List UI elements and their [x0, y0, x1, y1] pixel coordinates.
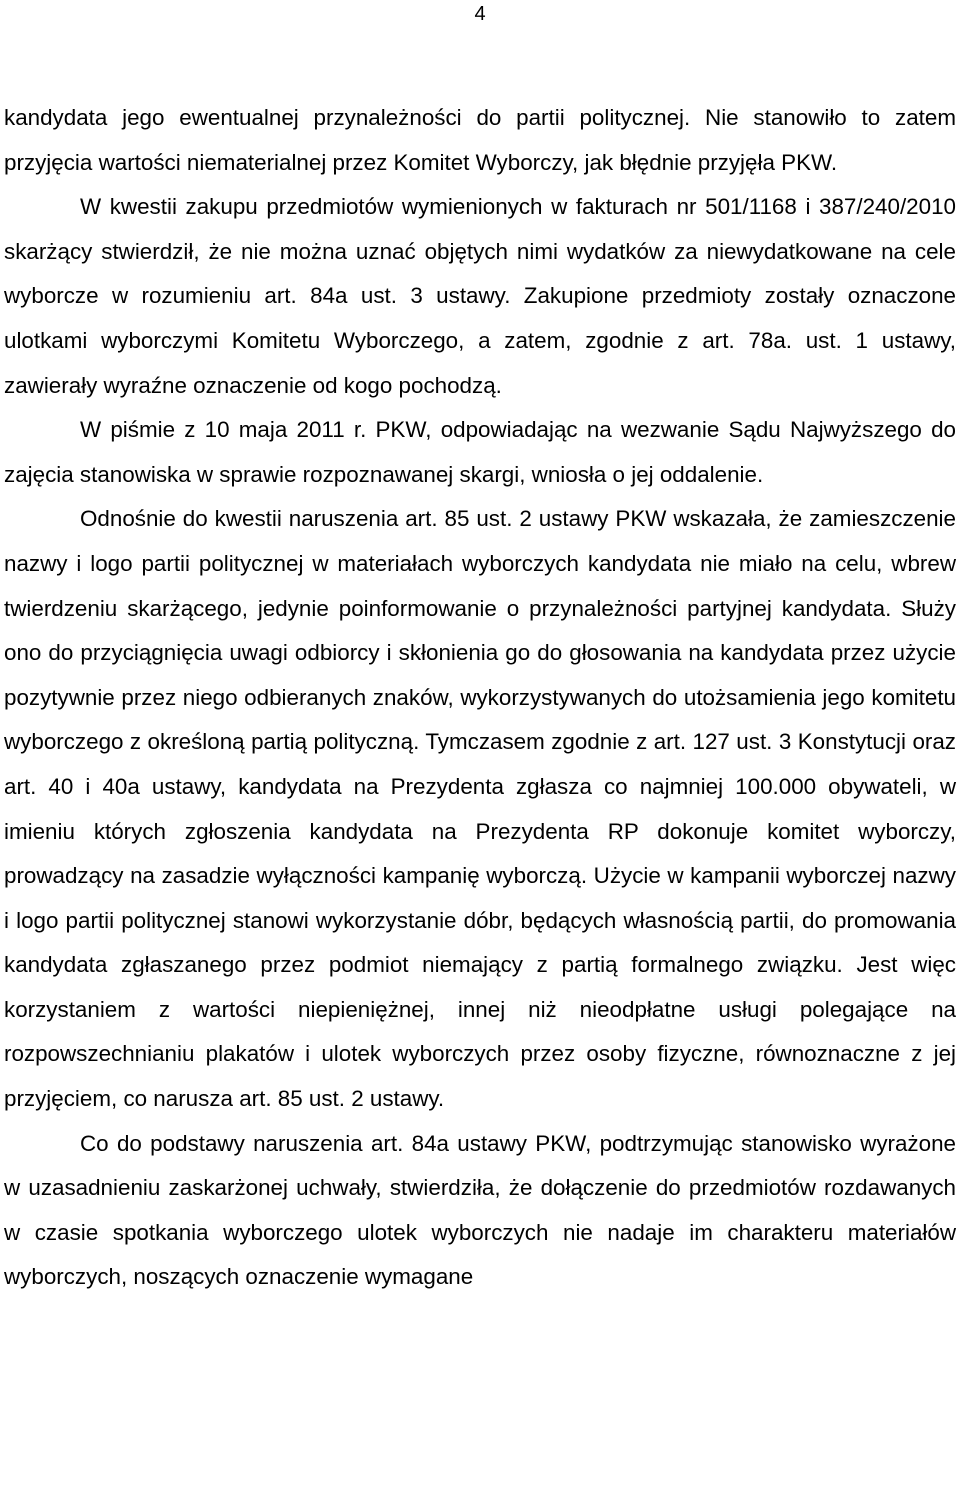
page-number: 4 [474, 3, 486, 25]
paragraph-invoices: W kwestii zakupu przedmiotów wymienionych w fakturach nr 501/1168 i 387/240/2010 skarżący stwierdził, że nie można uznać objętych nimi wydatków za niewydatkowane na cele wyborcze w rozumieniu art. 84a ust. 3 ustawy. Zakupione przedmioty zostały oznaczone ulotkami wyborczymi Komitetu Wyborczego, a zatem, zgodnie z art. 78a. ust. 1 ustawy, zawierały wyraźne oznaczenie od kogo pochodzą. [4, 194, 956, 398]
paragraph-art-84a: Co do podstawy naruszenia art. 84a ustawy PKW, podtrzymując stanowisko wyrażone w uzasadnieniu zaskarżonej uchwały, stwierdziła, że dołączenie do przedmiotów rozdawanych w czasie spotkania wyborczego ulotek wyborczych nie nadaje im charakteru materiałów wyborczych, noszących oznaczenie wymagane [4, 1130, 956, 1290]
paragraph-art-85: Odnośnie do kwestii naruszenia art. 85 ust. 2 ustawy PKW wskazała, że zamieszczenie nazwy i logo partii politycznej w materiałach wyborczych kandydata nie miało na celu, wbrew twierdzeniu skarżącego, jedynie poinformowanie o przynależności partyjnej kandydata. Służy ono do przyciągnięcia uwagi odbiorcy i skłonienia go do głosowania na kandydata przez użycie pozytywnie przez niego odbieranych znaków, wykorzystywanych do utożsamienia jego komitetu wyborczego z określoną partią polityczną. Tymczasem zgodnie z art. 127 ust. 3 Konstytucji oraz art. 40 i 40a ustawy, kandydata na Prezydenta zgłasza co najmniej 100.000 obywateli, w imieniu których zgłoszenia kandydata na Prezydenta RP dokonuje komitet wyborczy, prowadzący na zasadzie wyłączności kampanię wyborczą. Użycie w kampanii wyborczej nazwy i logo partii politycznej stanowi wykorzystanie dóbr, będących własnością partii, do promowania kandydata zgłaszanego przez podmiot niemający z partią formalnego związku. Jest więc korzystaniem z wartości niepieniężnej, innej niż nieodpłatne usługi polegające na rozpowszechnianiu plakatów i ulotek wyborczych przez osoby fizyczne, równoznaczne z jej przyjęciem, co narusza art. 85 ust. 2 ustawy. [4, 506, 956, 1112]
paragraph-continuation: kandydata jego ewentualnej przynależności do partii politycznej. Nie stanowiło to zatem przyjęcia wartości niematerialnej przez Komitet Wyborczy, jak błędnie przyjęła PKW. [4, 105, 956, 175]
document-body [4, 96, 956, 1300]
paragraph-pkw-letter: W piśmie z 10 maja 2011 r. PKW, odpowiadając na wezwanie Sądu Najwyższego do zajęcia stanowiska w sprawie rozpoznawanej skargi, wniosła o jej oddalenie. [4, 417, 956, 487]
